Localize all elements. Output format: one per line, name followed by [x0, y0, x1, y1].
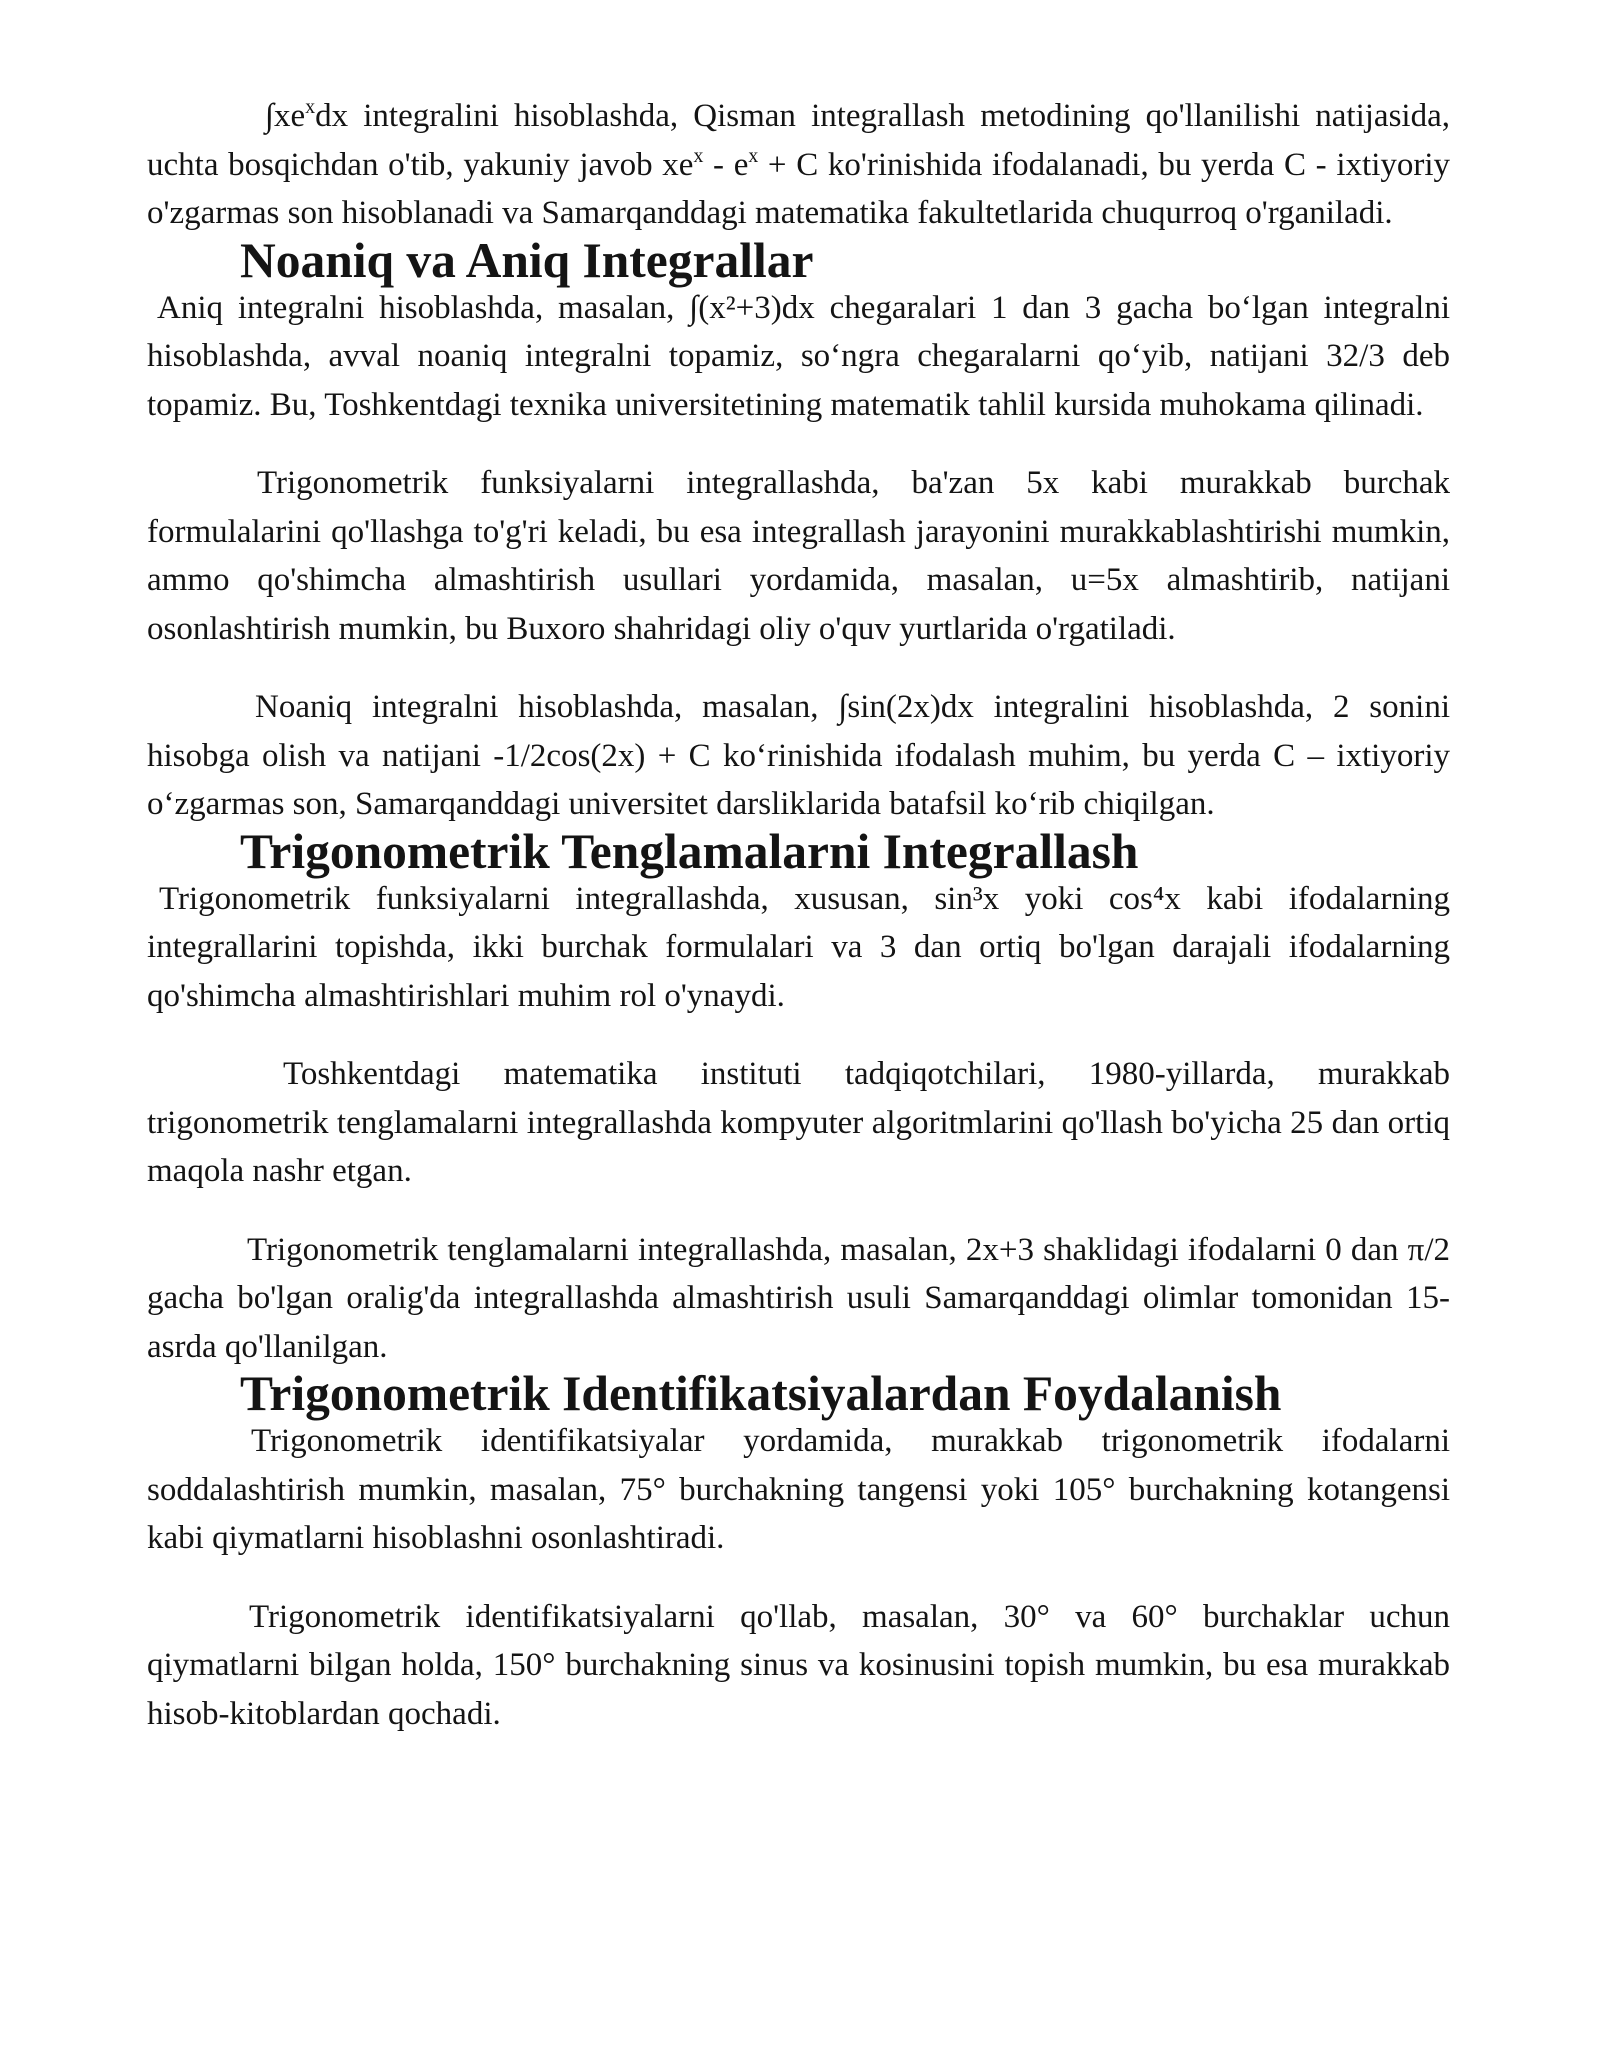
section-heading-trig-identifikatsiyalar: Trigonometrik Identifikatsiyalardan Foydalanish	[240, 1366, 1282, 1421]
intro-superscript: x	[305, 96, 316, 119]
intro-text-part: - e	[703, 146, 749, 183]
body-paragraph: Trigonometrik tenglamalarni integrallashda, masalan, 2x+3 shaklidagi ifodalarni 0 dan π/2 gacha bo'lgan oralig'da integrallashda almashtirish usuli Samarqanddagi olimlar tomonidan 15-asrda qo'llanilgan.	[147, 1231, 1450, 1365]
body-paragraph: Toshkentdagi matematika instituti tadqiqotchilari, 1980-yillarda, murakkab trigonometrik tenglamalarni integrallashda kompyuter algoritmlarini qo'llash bo'yicha 25 dan ortiq maqola nashr etgan.	[147, 1056, 1450, 1189]
section-heading-noaniq-aniq: Noaniq va Aniq Integrallar	[240, 232, 814, 288]
intro-paragraph	[147, 92, 1450, 238]
document-page	[147, 92, 1450, 1738]
body-paragraph: Trigonometrik identifikatsiyalarni qo'llab, masalan, 30° va 60° burchaklar uchun qiymatlarni bilgan holda, 150° burchakning sinus va kosinusini topish mumkin, bu esa murakkab hisob-kitoblardan qochadi.	[147, 1598, 1450, 1732]
body-paragraph: Trigonometrik identifikatsiyalar yordamida, murakkab trigonometrik ifodalarni soddalashtirish mumkin, masalan, 75° burchakning tangensi yoki 105° burchakning kotangensi kabi qiymatlarni hisoblashni osonlashtiradi.	[147, 1423, 1450, 1556]
body-paragraph: Aniq integralni hisoblashda, masalan, ∫(x²+3)dx chegaralari 1 dan 3 gacha boʻlgan integralni hisoblashda, avval noaniq integralni topamiz, soʻngra chegaralarni qoʻyib, natijani 32/3 deb topamiz. Bu, Toshkentdagi texnika universitetining matematik tahlil kursida muhokama qilinadi.	[147, 289, 1450, 423]
intro-text-part: + C ko'rinishida ifodalanadi, bu yerda C - ixtiyoriy o'zgarmas son hisoblanadi va Samarqanddagi matematika fakultetlarida chuqurroq o'rganiladi.	[147, 146, 1451, 231]
section-heading-trig-tenglamalar: Trigonometrik Tenglamalarni Integrallash	[240, 823, 1139, 879]
body-paragraph: Noaniq integralni hisoblashda, masalan, ∫sin(2x)dx integralini hisoblashda, 2 sonini hisobga olish va natijani -1/2cos(2x) + C koʻrinishida ifodalash muhim, bu yerda C – ixtiyoriy oʻzgarmas son, Samarqanddagi universitet darsliklarida batafsil koʻrib chiqilgan.	[147, 689, 1450, 822]
body-paragraph: Trigonometrik funksiyalarni integrallashda, ba'zan 5x kabi murakkab burchak formulalarini qo'llashga to'g'ri keladi, bu esa integrallash jarayonini murakkablashtirishi mumkin, ammo qo'shimcha almashtirish usullari yordamida, masalan, u=5x almashtirib, natijani osonlashtirish mumkin, bu Buxoro shahridagi oliy o'quv yurtlarida o'rgatiladi.	[147, 465, 1450, 647]
intro-superscript: x	[693, 144, 704, 167]
intro-text-part: dx integralini hisoblashda, Qisman integrallash metodining qo'llanilishi natijasida, uchta bosqichdan o'tib, yakuniy javob xe	[147, 98, 1450, 183]
body-paragraph: Trigonometrik funksiyalarni integrallashda, xususan, sin³x yoki cos⁴x kabi ifodalarning integrallarini topishda, ikki burchak formulalari va 3 dan ortiq bo'lgan darajali ifodalarning qo'shimcha almashtirishlari muhim rol o'ynaydi.	[147, 880, 1450, 1014]
intro-superscript: x	[748, 144, 759, 167]
intro-text-part: ∫xe	[265, 98, 306, 134]
